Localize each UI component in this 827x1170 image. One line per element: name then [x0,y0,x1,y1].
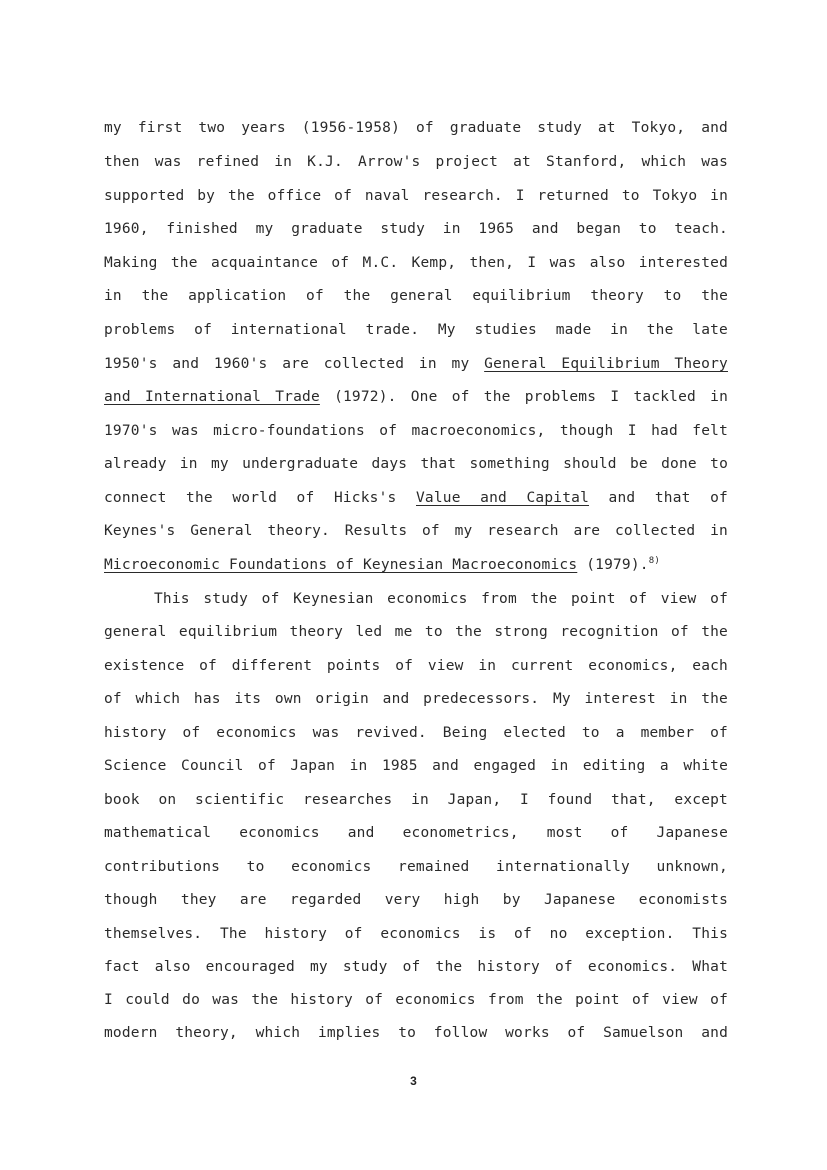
text-line: contributions to economics remained internationally unknown, [104,859,728,875]
text-segment: (1979). [577,557,649,573]
text-line: history of economics was revived. Being elected to a member of [104,725,728,741]
text-line-with-title [104,387,728,407]
text-line: supported by the office of naval research. I returned to Tokyo in [104,188,728,204]
text-line: Science Council of Japan in 1985 and engaged in editing a white [104,758,728,774]
text-line: modern theory, which implies to follow works of Samuelson and [104,1025,728,1041]
text-segment: (1972). One of the problems I tackled in [319,389,728,405]
text-line: Keynes's General theory. Results of my research are collected in [104,523,728,539]
text-line: though they are regarded very high by Japanese economists [104,892,728,908]
book-title-underlined: Value and Capital [416,490,590,506]
book-title-underlined: General Equilibrium Theory [484,356,728,372]
page-number: 3 [410,1074,417,1088]
text-line: 1960, finished my graduate study in 1965 and began to teach. [104,221,728,237]
text-line: themselves. The history of economics is of no exception. This [104,926,728,942]
footnote-marker: 8) [648,556,660,567]
text-line: my first two years (1956-1958) of graduate study at Tokyo, and [104,120,728,136]
text-line: fact also encouraged my study of the history of economics. What [104,959,728,975]
book-title-underlined: Microeconomic Foundations of Keynesian Macroeconomics [104,557,578,573]
text-line: mathematical economics and econometrics, most of Japanese [104,825,728,841]
text-line-with-title [104,488,728,508]
text-line: general equilibrium theory led me to the strong recognition of the [104,624,728,640]
text-line: already in my undergraduate days that something should be done to [104,456,728,472]
text-line: I could do was the history of economics from the point of view of [104,992,728,1008]
text-segment: connect the world of Hicks's [104,490,416,506]
text-line-with-title [104,354,728,374]
book-title-underlined: and International Trade [104,389,320,405]
text-segment: 1950's and 1960's are collected in my [104,356,485,372]
text-line: 1970's was micro-foundations of macroeconomics, though I had felt [104,423,728,439]
text-line: This study of Keynesian economics from the point of view of [154,591,728,607]
text-line: existence of different points of view in current economics, each [104,658,728,674]
text-line-with-title [104,555,728,575]
text-line: then was refined in K.J. Arrow's project at Stanford, which was [104,154,728,170]
text-line: book on scientific researches in Japan, I found that, except [104,792,728,808]
text-line: of which has its own origin and predecessors. My interest in the [104,691,728,707]
text-line: problems of international trade. My studies made in the late [104,322,728,338]
text-line: in the application of the general equilibrium theory to the [104,288,728,304]
text-segment: and that of [589,490,728,506]
text-line: Making the acquaintance of M.C. Kemp, then, I was also interested [104,255,728,271]
